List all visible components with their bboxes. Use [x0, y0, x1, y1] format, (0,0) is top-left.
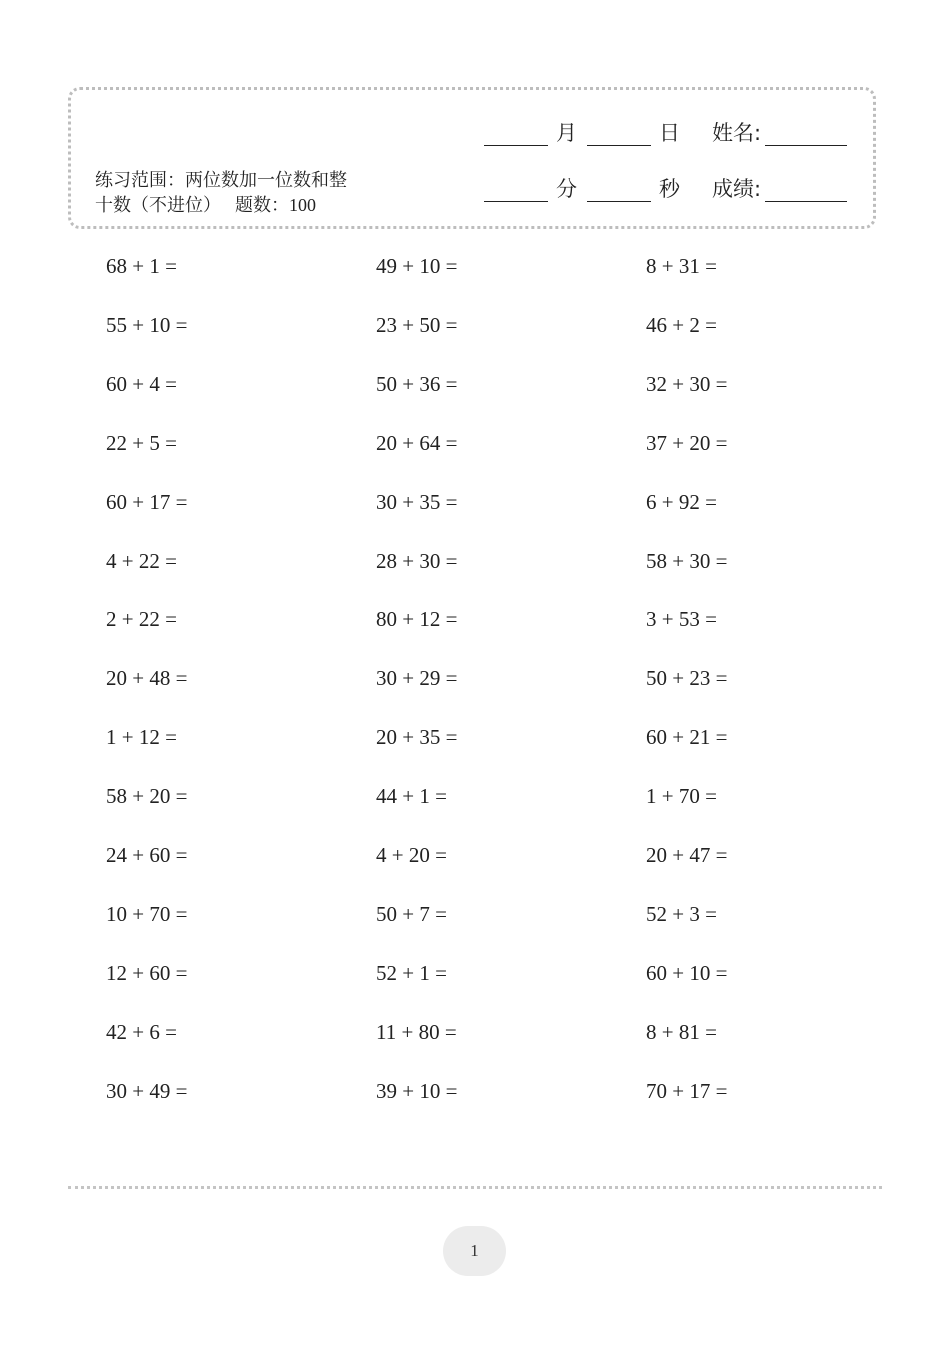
math-problem: 10 + 70 = [106, 901, 188, 926]
range-line-2-text: 十数（不进位） [95, 195, 221, 216]
math-problem: 68 + 1 = [106, 254, 177, 278]
math-problem: 60 + 4 = [106, 371, 177, 396]
math-problem: 37 + 20 = [646, 430, 728, 455]
page-number-badge [443, 1226, 506, 1276]
math-problem: 1 + 70 = [646, 784, 717, 809]
math-problem: 42 + 6 = [106, 1019, 177, 1044]
name-label: 姓名: [712, 121, 762, 145]
math-problem: 50 + 36 = [376, 371, 458, 396]
math-problem: 80 + 12 = [376, 607, 458, 632]
math-problem: 44 + 1 = [376, 784, 447, 809]
footer-divider [68, 1186, 882, 1189]
math-problem: 58 + 30 = [646, 548, 728, 573]
math-problem: 50 + 23 = [646, 666, 728, 691]
minute-label: 分 [556, 177, 577, 201]
question-count-value: 100 [289, 195, 316, 215]
math-problem: 60 + 10 = [646, 960, 728, 985]
math-problem: 4 + 20 = [376, 843, 447, 867]
math-problem: 28 + 30 = [376, 548, 458, 573]
math-problem: 39 + 10 = [376, 1078, 458, 1103]
day-label: 日 [659, 121, 680, 145]
math-problem: 20 + 47 = [646, 843, 728, 867]
math-problem: 46 + 2 = [646, 312, 717, 337]
math-problem: 2 + 22 = [106, 607, 177, 632]
math-problem: 24 + 60 = [106, 843, 188, 867]
math-problem: 32 + 30 = [646, 371, 728, 396]
math-problem: 30 + 29 = [376, 666, 458, 691]
math-problem: 20 + 35 = [376, 725, 458, 750]
math-problem: 20 + 48 = [106, 666, 188, 691]
math-problem: 8 + 31 = [646, 254, 717, 278]
page-number: 1 [470, 1241, 479, 1260]
second-label: 秒 [659, 177, 680, 201]
math-problem: 22 + 5 = [106, 430, 177, 455]
math-problem: 52 + 1 = [376, 960, 447, 985]
math-problem: 70 + 17 = [646, 1078, 728, 1103]
score-label: 成绩: [712, 177, 762, 201]
math-problem: 30 + 49 = [106, 1078, 188, 1103]
math-problem: 50 + 7 = [376, 901, 447, 926]
math-problem: 49 + 10 = [376, 254, 458, 278]
math-problem: 55 + 10 = [106, 312, 188, 337]
math-problem: 30 + 35 = [376, 489, 458, 514]
math-problem: 8 + 81 = [646, 1019, 717, 1044]
math-problem: 3 + 53 = [646, 607, 717, 632]
math-problem: 4 + 22 = [106, 548, 177, 573]
math-problem: 60 + 17 = [106, 489, 188, 514]
math-problem: 23 + 50 = [376, 312, 458, 337]
math-problem: 1 + 12 = [106, 725, 177, 750]
math-problem: 52 + 3 = [646, 901, 717, 926]
math-problem: 11 + 80 = [376, 1019, 457, 1044]
math-problem: 60 + 21 = [646, 725, 728, 750]
math-problem: 12 + 60 = [106, 960, 188, 985]
question-count-label: 题数： [235, 195, 289, 216]
math-problem: 6 + 92 = [646, 489, 717, 514]
math-problem: 58 + 20 = [106, 784, 188, 809]
range-line-1: 练习范围：两位数加一位数和整 [95, 170, 347, 191]
month-label: 月 [556, 121, 577, 145]
math-problem: 20 + 64 = [376, 430, 458, 455]
